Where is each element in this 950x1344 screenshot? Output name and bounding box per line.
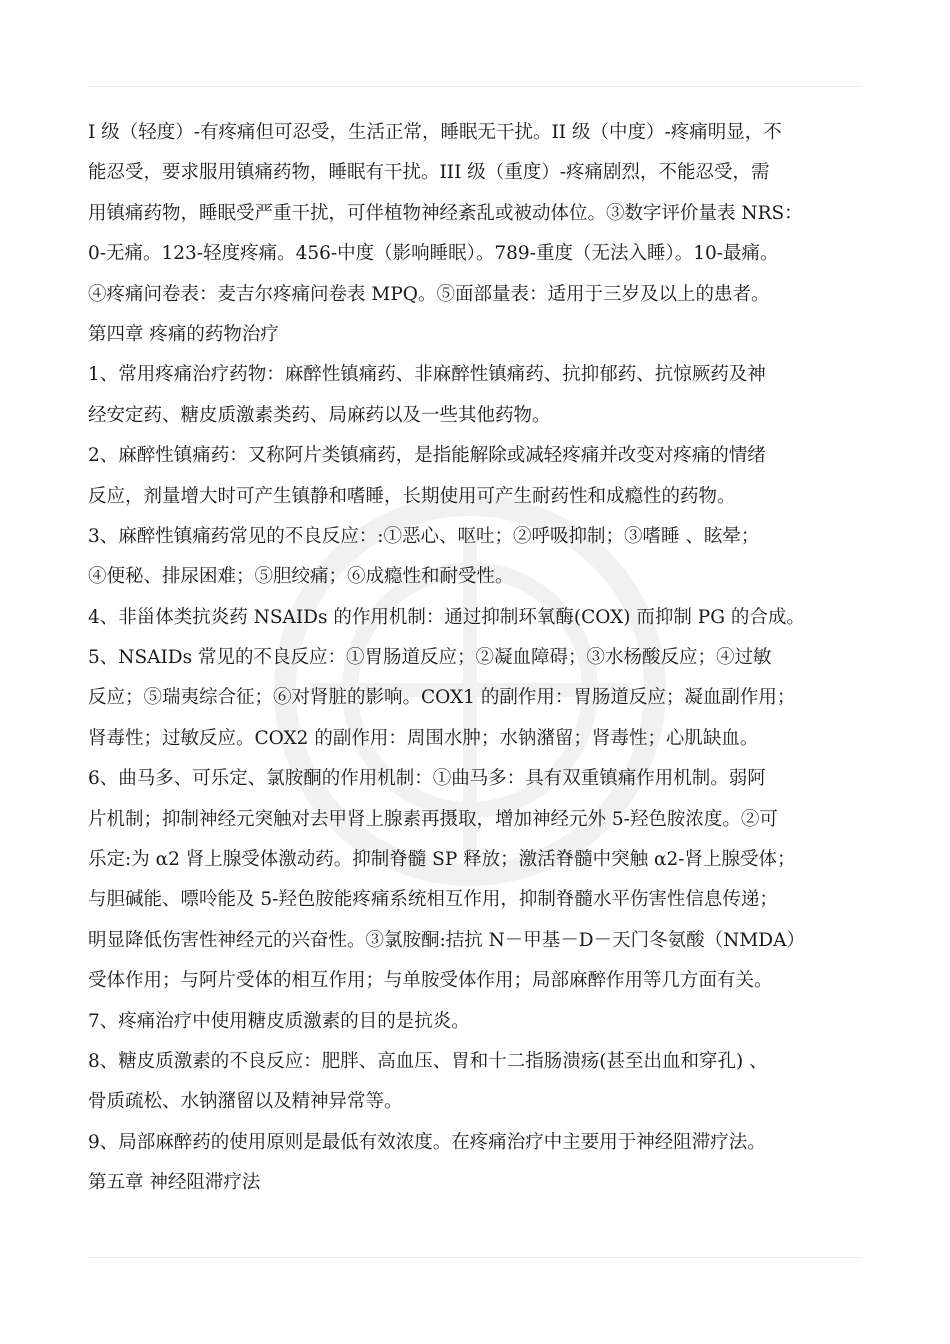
text-line: 与胆碱能、嘌呤能及 5-羟色胺能疼痛系统相互作用，抑制脊髓水平伤害性信息传递； [88,889,778,911]
text-line: 肾毒性；过敏反应。COX2 的副作用：周围水肿；水钠潴留；肾毒性；心肌缺血。 [88,727,759,749]
chapter-heading: 第五章 神经阻滞疗法 [88,1172,261,1194]
text-line: 反应，剂量增大时可产生镇静和嗜睡，长期使用可产生耐药性和成瘾性的药物。 [88,485,736,507]
text-line: 5、NSAIDs 常见的不良反应：①胃肠道反应；②凝血障碍；③水杨酸反应；④过敏 [88,647,772,669]
text-line: 用镇痛药物，睡眠受严重干扰，可伴植物神经紊乱或被动体位。③数字评价量表 NRS： [88,202,803,224]
document-body [88,113,880,1204]
chapter-heading: 第四章 疼痛的药物治疗 [88,323,279,345]
text-line: 乐定:为 α2 肾上腺受体激动药。抑制脊髓 SP 释放；激活脊髓中突触 α2-肾上腺受体； [88,849,796,871]
text-line: 7、疼痛治疗中使用糖皮质激素的目的是抗炎。 [88,1010,470,1032]
text-line: 1、常用疼痛治疗药物：麻醉性镇痛药、非麻醉性镇痛药、抗抑郁药、抗惊厥药及神 [88,364,766,386]
text-line: 明显降低伤害性神经元的兴奋性。③氯胺酮:拮抗 N－甲基－D－天门冬氨酸（NMDA） [88,929,805,951]
text-line: 经安定药、糖皮质激素类药、局麻药以及一些其他药物。 [88,404,551,426]
text-line: ④便秘、排尿困难；⑤胆绞痛；⑥成瘾性和耐受性。 [88,566,514,588]
text-line: 4、非甾体类抗炎药 NSAIDs 的作用机制：通过抑制环氧酶(COX) 而抑制 PG 的合成。 [88,606,805,628]
text-line: 骨质疏松、水钠潴留以及精神异常等。 [88,1091,403,1113]
text-line: 片机制；抑制神经元突触对去甲肾上腺素再摄取，增加神经元外 5-羟色胺浓度。②可 [88,808,778,830]
text-line: 2、麻醉性镇痛药：又称阿片类镇痛药，是指能解除或减轻疼痛并改变对疼痛的情绪 [88,445,766,467]
footer-divider [88,1257,860,1258]
text-line: I 级（轻度）-有疼痛但可忍受，生活正常，睡眠无干扰。II 级（中度）-疼痛明显，不 [88,122,782,143]
header-divider [88,86,860,87]
text-line: 受体作用；与阿片受体的相互作用；与单胺受体作用；局部麻醉作用等几方面有关。 [88,970,773,992]
text-line: 反应；⑤瑞夷综合征；⑥对肾脏的影响。COX1 的副作用：胃肠道反应；凝血副作用； [88,687,796,709]
text-line: 3、麻醉性镇痛药常见的不良反应：:①恶心、呕吐；②呼吸抑制；③嗜睡 、眩晕； [88,525,760,547]
text-line: 8、糖皮质激素的不良反应：肥胖、高血压、胃和十二指肠溃疡(甚至出血和穿孔) 、 [88,1050,768,1072]
text-line: ④疼痛问卷表：麦吉尔疼痛问卷表 MPQ。⑤面部量表：适用于三岁及以上的患者。 [88,283,770,305]
text-line: 0-无痛。123-轻度疼痛。456-中度（影响睡眠）。789-重度（无法入睡）。10-最痛。 [88,243,779,265]
text-line: 9、局部麻醉药的使用原则是最低有效浓度。在疼痛治疗中主要用于神经阻滞疗法。 [88,1131,766,1153]
text-line: 6、曲马多、可乐定、氯胺酮的作用机制：①曲马多：具有双重镇痛作用机制。弱阿 [88,768,766,790]
text-line: 能忍受，要求服用镇痛药物，睡眠有干扰。III 级（重度）-疼痛剧烈，不能忍受，需 [88,162,770,184]
